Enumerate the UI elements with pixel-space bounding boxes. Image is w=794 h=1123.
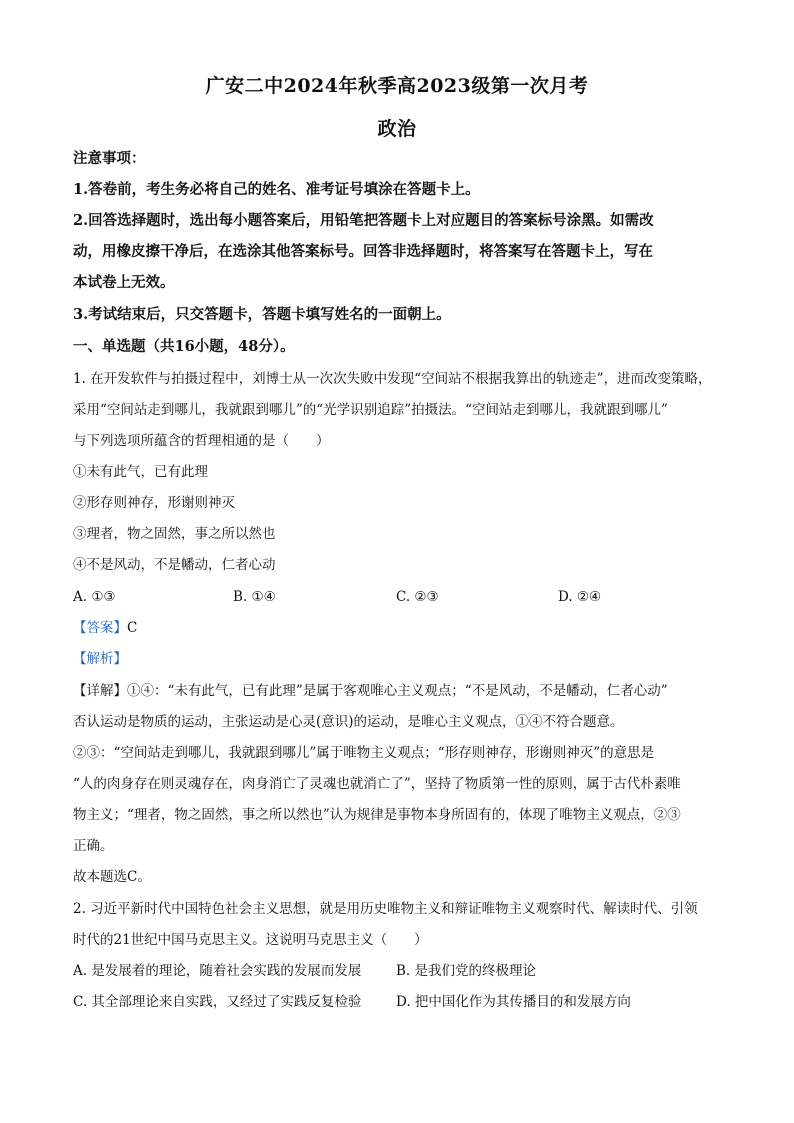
q1-detail-line-3: ②③：“空间站走到哪儿，我就跟到哪儿”属于唯物主义观点；“形存则神存，形谢则神灭”的意思是 bbox=[73, 745, 655, 761]
q1-detail-line-1 bbox=[73, 682, 668, 700]
notice-item-3: 3.考试结束后，只交答题卡，答题卡填写姓名的一面朝上。 bbox=[73, 306, 451, 323]
q1-statement-4: ④不是风动，不是幡动，仁者心动 bbox=[73, 557, 276, 573]
q1-option-c: C. ②③ bbox=[396, 589, 439, 605]
q1-analysis-row bbox=[73, 650, 127, 668]
q2-stem-line-1: 2. 习近平新时代中国特色社会主义思想，就是用历史唯物主义和辩证唯物主义观察时代、解读时代、引领 bbox=[73, 901, 698, 917]
q1-answer: C bbox=[127, 620, 138, 636]
q1-stem-line-3: 与下列选项所蕴含的哲理相通的是（ ） bbox=[73, 433, 330, 449]
detail-tag: 【详解】 bbox=[73, 683, 127, 699]
q2-option-b: B. 是我们党的终极理论 bbox=[396, 963, 537, 979]
q1-statement-3: ③理者，物之固然，事之所以然也 bbox=[73, 526, 276, 542]
exam-subject: 政治 bbox=[377, 118, 417, 140]
q1-detail-line-6: 正确。 bbox=[73, 838, 114, 854]
q1-conclusion: 故本题选C。 bbox=[73, 869, 151, 885]
answer-tag: 【答案】 bbox=[73, 620, 127, 636]
q1-detail-line-2: 否认运动是物质的运动，主张运动是心灵(意识)的运动，是唯心主义观点，①④不符合题意。 bbox=[73, 714, 624, 730]
section-heading-single-choice: 一、单选题（共16小题，48分）。 bbox=[73, 338, 295, 355]
q1-answer-row bbox=[73, 619, 137, 637]
notice-item-2-line-2: 动，用橡皮擦干净后，在选涂其他答案标号。回答非选择题时，将答案写在答题卡上，写在 bbox=[73, 243, 653, 260]
q1-statement-1: ①未有此气，已有此理 bbox=[73, 464, 208, 480]
q2-option-d: D. 把中国化作为其传播目的和发展方向 bbox=[396, 994, 631, 1010]
q2-option-c: C. 其全部理论来自实践，又经过了实践反复检验 bbox=[73, 994, 362, 1010]
q2-option-a: A. 是发展着的理论，随着社会实践的发展而发展 bbox=[73, 963, 362, 979]
q2-stem-line-2: 时代的21世纪中国马克思主义。这说明马克思主义（ ） bbox=[73, 932, 428, 948]
notice-heading: 注意事项： bbox=[73, 150, 146, 167]
q1-option-d: D. ②④ bbox=[558, 589, 602, 605]
q1-option-b: B. ①④ bbox=[233, 589, 276, 605]
q1-option-a: A. ①③ bbox=[73, 589, 116, 605]
q1-detail-line-5: 物主义；“理者，物之固然，事之所以然也”认为规律是事物本身所固有的，体现了唯物主义观点，②③ bbox=[73, 807, 681, 823]
notice-item-2-line-3: 本试卷上无效。 bbox=[73, 274, 175, 291]
q1-detail-line-4: “人的肉身存在则灵魂存在，肉身消亡了灵魂也就消亡了”，坚持了物质第一性的原则，属于古代朴素唯 bbox=[73, 776, 681, 792]
q1-stem-line-2: 采用“空间站走到哪儿，我就跟到哪儿”的“光学识别追踪”拍摄法。“空间站走到哪儿，我就跟到哪儿” bbox=[73, 402, 668, 418]
notice-item-1: 1.答卷前，考生务必将自己的姓名、准考证号填涂在答题卡上。 bbox=[73, 181, 480, 198]
exam-title: 广安二中2024年秋季高2023级第一次月考 bbox=[205, 75, 589, 97]
q1-statement-2: ②形存则神存，形谢则神灭 bbox=[73, 495, 235, 511]
notice-item-2-line-1: 2.回答选择题时，选出每小题答案后，用铅笔把答题卡上对应题目的答案标号涂黑。如需改 bbox=[73, 212, 654, 229]
analysis-tag: 【解析】 bbox=[73, 651, 127, 667]
q1-stem-line-1: 1. 在开发软件与拍摄过程中，刘博士从一次次失败中发现“空间站不根据我算出的轨迹走”，进而改变策略， bbox=[73, 371, 712, 387]
q1-detail-text-1: ①④：“未有此气，已有此理”是属于客观唯心主义观点；“不是风动，不是幡动，仁者心动” bbox=[127, 683, 668, 699]
